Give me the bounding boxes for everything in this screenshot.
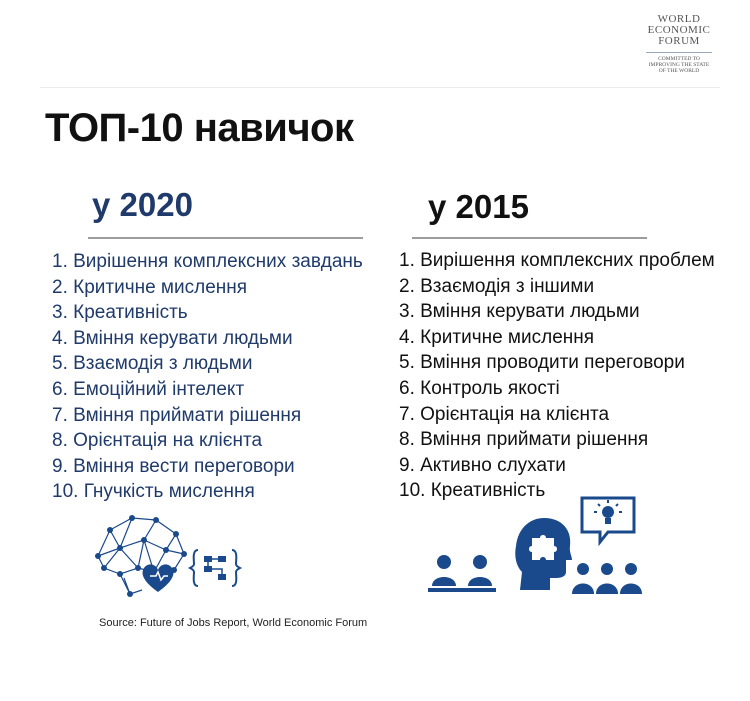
code-braces-icon [188, 546, 242, 590]
list-item: 4. Вміння керувати людьми [52, 327, 293, 349]
list-item: 3. Креативність [52, 302, 188, 324]
list-item: 10. Креативність [399, 480, 546, 502]
list-item: 2. Взаємодія з іншими [399, 275, 595, 297]
heading-2020: у 2020 [92, 186, 193, 223]
logo-line: WORLD [657, 13, 701, 25]
head-puzzle-icon [514, 514, 574, 592]
logo-line: ECONOMIC [647, 24, 711, 36]
list-item: 1. Вирішення комплексних завдань [52, 251, 363, 272]
list-item: 7. Орієнтація на клієнта [399, 403, 610, 425]
list-item: 6. Контроль якості [399, 377, 560, 399]
list-item: 10. Гнучкість мислення [52, 481, 255, 503]
logo-tagline: OF THE WORLD [658, 68, 700, 74]
logo-tagline: COMMITTED TO [658, 56, 700, 62]
list-item: 4. Критичне мислення [399, 326, 595, 348]
wef-logo [638, 14, 720, 74]
list-item: 8. Орієнтація на клієнта [52, 430, 263, 452]
list-item: 5. Взаємодія з людьми [52, 353, 253, 375]
source-note: Source: Future of Jobs Report, World Economic Forum [99, 617, 368, 629]
divider-2020 [88, 237, 363, 239]
audience-icon [570, 562, 644, 596]
list-item: 9. Активно слухати [399, 454, 566, 476]
page-title: ТОП-10 навичок [45, 106, 354, 150]
logo-tagline: IMPROVING THE STATE [648, 62, 710, 68]
divider-2015 [412, 237, 647, 239]
skills-list-2020 [52, 249, 363, 505]
lightbulb-speech-icon [578, 494, 638, 546]
skills-list-2015 [399, 248, 715, 504]
list-item: 8. Вміння приймати рішення [399, 429, 649, 451]
logo-divider [646, 52, 712, 53]
heart-icon [140, 562, 176, 594]
heading-2015: у 2015 [428, 188, 529, 225]
list-item: 3. Вміння керувати людьми [399, 301, 640, 323]
list-item: 9. Вміння вести переговори [52, 455, 295, 477]
list-item: 7. Вміння приймати рішення [52, 404, 302, 426]
list-item: 5. Вміння проводити переговори [399, 352, 685, 374]
logo-line: FORUM [658, 35, 700, 47]
interview-people-icon [426, 552, 498, 600]
list-item: 6. Емоційний інтелект [52, 378, 245, 400]
list-item: 1. Вирішення комплексних проблем [399, 250, 715, 271]
list-item: 2. Критичне мислення [52, 276, 248, 298]
header-divider [40, 87, 720, 88]
